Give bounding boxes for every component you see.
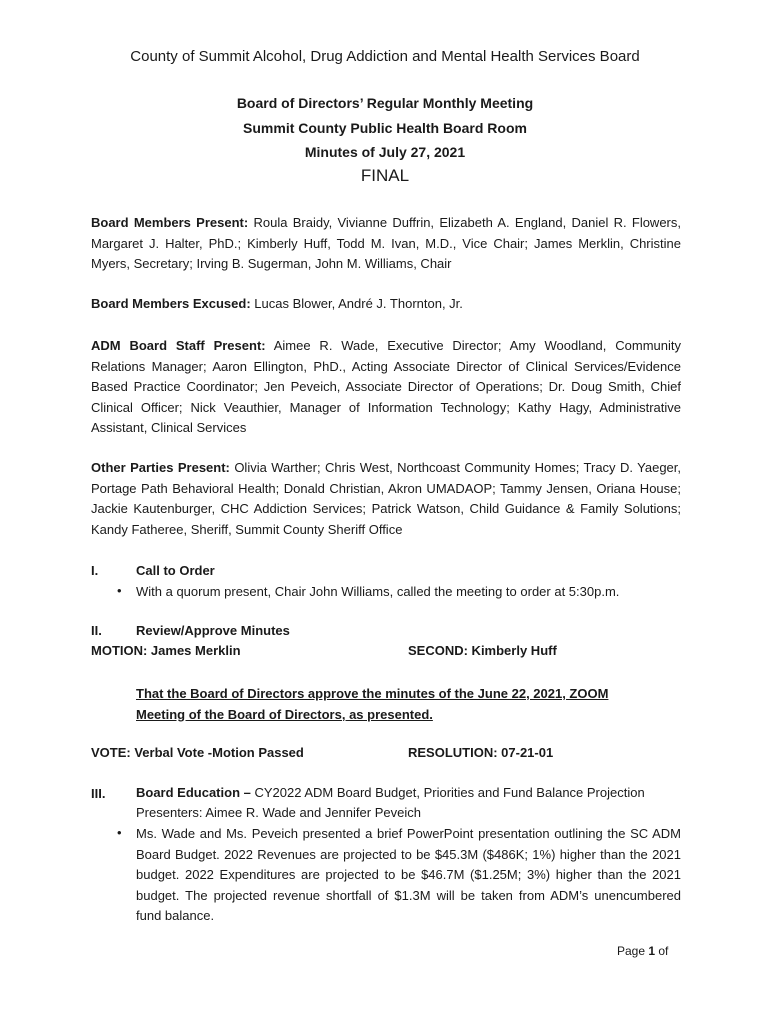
- page-suffix: of: [655, 944, 669, 958]
- other-parties-label: Other Parties Present:: [91, 460, 230, 475]
- organization-title: County of Summit Alcohol, Drug Addiction and Mental Health Services Board: [130, 48, 640, 65]
- section-3-title: Board Education –: [136, 785, 251, 800]
- section-1-numeral: I.: [91, 563, 99, 578]
- section-2-title: Review/Approve Minutes: [136, 623, 290, 638]
- section-2-numeral: II.: [91, 623, 102, 638]
- section-3-bullet-text: Ms. Wade and Ms. Peveich presented a brief PowerPoint presentation outlining the SC ADM Board Budget. 2022 Revenues are projected to be $45.3M ($486K; 1%) higher than the 2021 budget. 2022 Expenditures are projected to be $46.7M ($1.25M; 3%) higher than the 2021 budget. The projected revenue shortfall of $1.3M will be taken from ADM’s unencumbered fund balance.: [136, 826, 681, 923]
- section-1-bullet-text: With a quorum present, Chair John Williams, called the meeting to order at 5:30p.m.: [136, 584, 620, 599]
- meeting-location: Summit County Public Health Board Room: [243, 120, 527, 136]
- staff-present-text: Aimee R. Wade, Executive Director; Amy Woodland, Community Relations Manager; Aaron Ellington, PhD., Acting Associate Director of Clinical Services/Evidence Based Practice Coordinator; Jen Peveich, Associate Director of Operations; Dr. Doug Smith, Chief Clinical Officer; Nick Veauthier, Manager of Information Technology; Kathy Hagy, Administrative Assistant, Clinical Services: [91, 338, 681, 435]
- other-parties-text: Olivia Warther; Chris West, Northcoast Community Homes; Tracy D. Yaeger, Portage Path Behavioral Health; Donald Christian, Akron UMADAOP; Tammy Jensen, Oriana House; Jackie Kautenburger, CHC Addiction Services; Patrick Watson, Child Guidance & Family Solutions; Kandy Fatheree, Sheriff, Summit County Sheriff Office: [91, 460, 681, 537]
- other-parties-present: [91, 458, 681, 540]
- minutes-date: Minutes of July 27, 2021: [304, 144, 466, 160]
- members-excused-label: Board Members Excused:: [91, 296, 251, 311]
- page-footer: [617, 944, 668, 958]
- motion-by: MOTION: James Merklin: [91, 643, 241, 658]
- section-3-numeral: III.: [91, 786, 106, 801]
- vote-result: VOTE: Verbal Vote -Motion Passed: [91, 745, 304, 760]
- document-status: FINAL: [360, 166, 410, 185]
- members-present-text: Roula Braidy, Vivianne Duffrin, Elizabeth A. England, Daniel R. Flowers, Margaret J. Halter, PhD.; Kimberly Huff, Todd M. Ivan, M.D., Vice Chair; James Merklin, Christine Myers, Secretary; Irving B. Sugerman, John M. Williams, Chair: [91, 215, 681, 271]
- section-1-title: Call to Order: [136, 563, 215, 578]
- members-excused: [91, 294, 681, 315]
- bullet-icon: •: [117, 583, 122, 598]
- members-present-label: Board Members Present:: [91, 215, 249, 230]
- section-3-presenters: Presenters: Aimee R. Wade and Jennifer Peveich: [136, 805, 421, 820]
- section-3-title-rest: CY2022 ADM Board Budget, Priorities and Fund Balance Projection: [250, 785, 645, 800]
- motion-text: That the Board of Directors approve the minutes of the June 22, 2021, ZOOM Meeting of the Board of Directors, as presented.: [136, 686, 609, 722]
- page-prefix: Page: [617, 944, 649, 958]
- page-number: 1: [648, 944, 656, 958]
- members-present: [91, 213, 681, 275]
- second-by: SECOND: Kimberly Huff: [408, 643, 557, 658]
- bullet-icon: •: [117, 825, 122, 840]
- members-excused-text: Lucas Blower, André J. Thornton, Jr.: [254, 296, 463, 311]
- resolution-number: RESOLUTION: 07-21-01: [408, 745, 554, 760]
- staff-present-label: ADM Board Staff Present:: [91, 338, 266, 353]
- meeting-title: Board of Directors’ Regular Monthly Meeting: [236, 95, 534, 111]
- section-3-heading: [136, 783, 681, 804]
- staff-present: [91, 336, 681, 439]
